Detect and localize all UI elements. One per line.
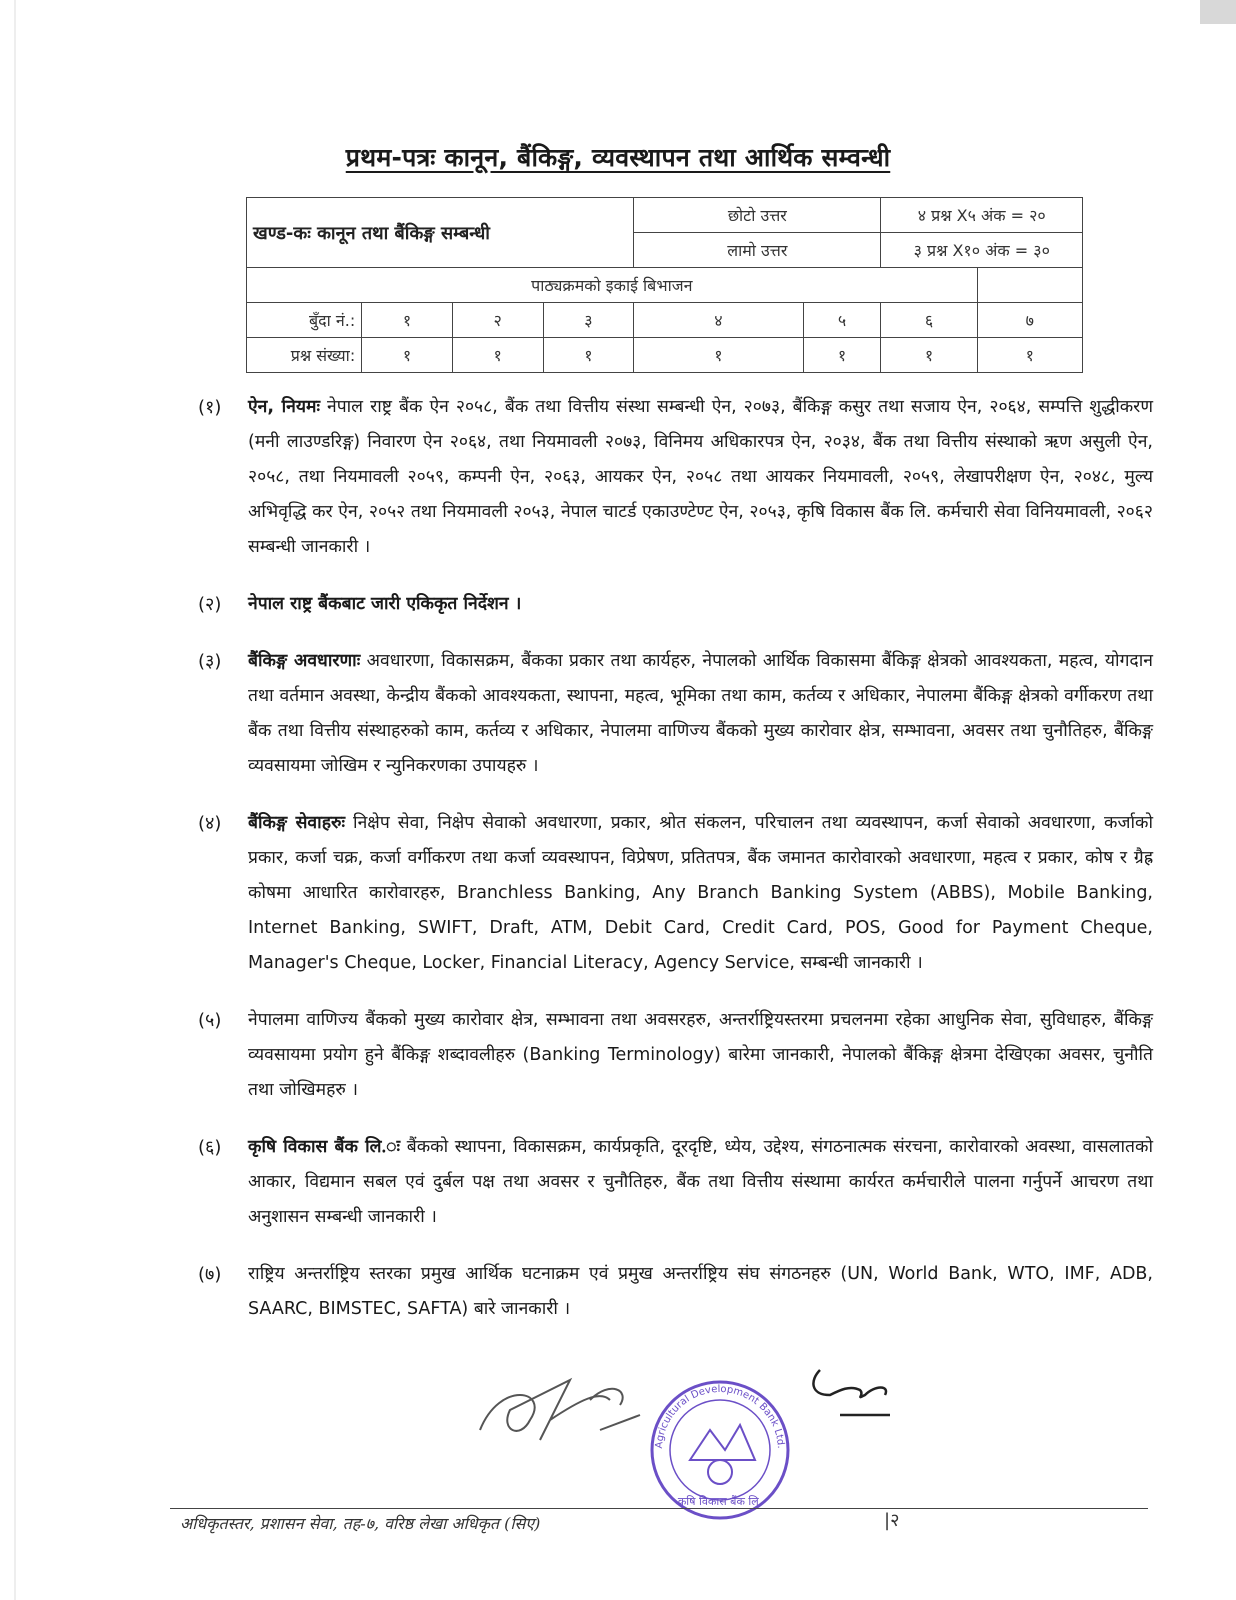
syllabus-items <box>198 390 1153 1349</box>
item-text <box>248 1003 1153 1108</box>
item-text <box>248 644 1153 784</box>
item-number: (५) <box>198 1010 222 1031</box>
item-heading: कृषि विकास बैंक लि.ः <box>248 1137 401 1157</box>
short-answer-label: छोटो उत्तर <box>634 198 881 233</box>
item-text <box>248 1257 1153 1327</box>
question-cell: १ <box>362 338 453 373</box>
question-cell: १ <box>881 338 977 373</box>
question-cell: १ <box>977 338 1082 373</box>
syllabus-item-7 <box>198 1257 1153 1327</box>
item-text <box>248 1130 1153 1235</box>
item-body: राष्ट्रिय अन्तर्राष्ट्रिय स्तरका प्रमुख आर्थिक घटनाक्रम एवं प्रमुख अन्तर्राष्ट्रिय संघ संगठनहरु (UN, World Bank, WTO, IMF, ADB, SAARC, BIMSTEC, SAFTA) बारे जानकारी । <box>248 1264 1153 1319</box>
item-body: नेपाल राष्ट्र बैंकबाट जारी एकिकृत निर्देशन । <box>248 594 522 614</box>
question-cell: १ <box>543 338 634 373</box>
signature-right <box>813 1370 890 1415</box>
point-label: बुँदा नं.: <box>247 303 362 338</box>
point-cell: ६ <box>881 303 977 338</box>
point-cell: २ <box>452 303 543 338</box>
question-cell: १ <box>452 338 543 373</box>
syllabus-item-6 <box>198 1130 1153 1235</box>
division-empty-cell <box>977 268 1082 303</box>
page-number: |२ <box>884 1510 900 1531</box>
point-cell: ७ <box>977 303 1082 338</box>
division-row <box>247 268 1083 303</box>
syllabus-table <box>246 197 1083 373</box>
points-row <box>247 303 1083 338</box>
footer-rule <box>170 1508 1148 1509</box>
item-heading: बैंकिङ्ग अवधारणाः <box>248 651 361 671</box>
question-cell: १ <box>634 338 803 373</box>
point-cell: ३ <box>543 303 634 338</box>
short-answer-marks: ४ प्रश्न X५ अंक = २० <box>881 198 1083 233</box>
syllabus-item-2 <box>198 587 1153 622</box>
signature-left <box>480 1380 640 1440</box>
signatures-and-stamp <box>460 1360 900 1520</box>
item-body: नेपाल राष्ट्र बैंक ऐन २०५८, बैंक तथा वित्तीय संस्था सम्बन्धी ऐन, २०७३, बैंकिङ्ग कसुर तथा सजाय ऐन, २०६४, सम्पत्ति शुद्धीकरण (मनी लाउण्डरिङ्ग) निवारण ऐन २०६४, तथा नियमावली २०७३, विनिमय अधिकारपत्र ऐन, २०३४, बैंक तथा वित्तीय संस्थाको ऋण असुली ऐन, २०५८, तथा नियमावली २०५९, कम्पनी ऐन, २०६३, आयकर ऐन, २०५८ तथा आयकर नियमावली, २०५९, लेखापरीक्षण ऐन, २०४८, मुल्य अभिवृद्धि कर ऐन, २०५२ तथा नियमावली २०५३, नेपाल चाटर्ड एकाउण्टेण्ट ऐन, २०५३, कृषि विकास बैंक लि. कर्मचारी सेवा विनियमावली, २०६२ सम्बन्धी जानकारी । <box>248 397 1153 557</box>
stamp-inner-text: कृषि विकास बैंक लि. <box>677 1495 763 1508</box>
item-text <box>248 390 1153 565</box>
item-body: नेपालमा वाणिज्य बैंकको मुख्य कारोवार क्षेत्र, सम्भावना तथा अवसरहरु, अन्तर्राष्ट्रियस्तरमा प्रचलनमा रहेका आधुनिक सेवा, सुविधाहरु, बैंकिङ्ग व्यवसायमा प्रयोग हुने बैंकिङ्ग शब्दावलीहरु (Banking Terminology) बारेमा जानकारी, नेपालको बैंकिङ्ग क्षेत्रमा देखिएका अवसर, चुनौति तथा जोखिमहरु । <box>248 1010 1153 1100</box>
syllabus-item-3 <box>198 644 1153 784</box>
point-cell: ४ <box>634 303 803 338</box>
item-text <box>248 806 1153 981</box>
division-heading: पाठ्यक्रमको इकाई बिभाजन <box>247 268 978 303</box>
item-number: (३) <box>198 651 222 672</box>
item-body: निक्षेप सेवा, निक्षेप सेवाको अवधारणा, प्रकार, श्रोत संकलन, परिचालन तथा व्यवस्थापन, कर्जा सेवाको अवधारणा, कर्जाको प्रकार, कर्जा चक्र, कर्जा वर्गीकरण तथा कर्जा व्यवस्थापन, विप्रेषण, प्रतितपत्र, बैंक जमानत कारोवारको अवधारणा, महत्व र प्रकार, कोष र ग्रैह्र कोषमा आधारित कारोवारहरु, Branchless Banking, Any Branch Banking System (ABBS), Mobile Banking, Internet Banking, SWIFT, Draft, ATM, Debit Card, Credit Card, POS, Good for Payment Cheque, Manager's Cheque, Locker, Financial Literacy, Agency Service, सम्बन्धी जानकारी । <box>248 813 1153 973</box>
scan-edge <box>14 0 16 1600</box>
long-answer-label: लामो उत्तर <box>634 233 881 268</box>
item-text <box>248 587 1153 622</box>
footer-text: अधिकृतस्तर, प्रशासन सेवा, तह-७, वरिष्ठ लेखा अधिकृत (सिए) <box>180 1514 541 1533</box>
item-number: (४) <box>198 813 222 834</box>
item-number: (२) <box>198 594 222 615</box>
point-cell: १ <box>362 303 453 338</box>
syllabus-item-5 <box>198 1003 1153 1108</box>
item-number: (६) <box>198 1137 222 1158</box>
question-label: प्रश्न संख्या: <box>247 338 362 373</box>
item-body: बैंकको स्थापना, विकासक्रम, कार्यप्रकृति, दूरदृष्टि, ध्येय, उद्देश्य, संगठनात्मक संरचना, कारोवारको अवस्था, वासलातको आकार, विद्यमान सबल एवं दुर्बल पक्ष तथा अवसर र चुनौतिहरु, बैंक तथा वित्तीय संस्थामा कार्यरत कर्मचारीले पालना गर्नुपर्ने आचरण तथा अनुशासन सम्बन्धी जानकारी । <box>248 1137 1153 1227</box>
syllabus-item-1 <box>198 390 1153 565</box>
questions-row <box>247 338 1083 373</box>
question-cell: १ <box>803 338 881 373</box>
stamp-outer-text: Agricultural Development Bank Ltd. <box>653 1383 786 1449</box>
point-cell: ५ <box>803 303 881 338</box>
short-answer-row <box>247 198 1083 233</box>
item-number: (७) <box>198 1264 222 1285</box>
item-heading: ऐन, नियमः <box>248 397 320 417</box>
scan-corner <box>1200 0 1236 24</box>
item-heading: बैंकिङ्ग सेवाहरुः <box>248 813 345 833</box>
syllabus-item-4 <box>198 806 1153 981</box>
item-number: (१) <box>198 397 222 418</box>
bank-stamp <box>652 1382 788 1518</box>
item-body: अवधारणा, विकासक्रम, बैंकका प्रकार तथा कार्यहरु, नेपालको आर्थिक विकासमा बैंकिङ्ग क्षेत्रको आवश्यकता, महत्व, योगदान तथा वर्तमान अवस्था, केन्द्रीय बैंकको आवश्यकता, स्थापना, महत्व, भूमिका तथा काम, कर्तव्य र अधिकार, नेपालमा बैंकिङ्ग क्षेत्रको वर्गीकरण तथा बैंक तथा वित्तीय संस्थाहरुको काम, कर्तव्य र अधिकार, नेपालमा वाणिज्य बैंकको मुख्य कारोवार क्षेत्र, सम्भावना, अवसर तथा चुनौतिहरु, बैंकिङ्ग व्यवसायमा जोखिम र न्युनिकरणका उपायहरु । <box>248 651 1153 776</box>
section-heading: खण्ड-कः कानून तथा बैंकिङ्ग सम्बन्धी <box>247 198 634 268</box>
page-title: प्रथम-पत्रः कानून, बैंकिङ्ग, व्यवस्थापन तथा आर्थिक सम्वन्धी <box>345 143 891 172</box>
page-number-value: २ <box>890 1510 900 1531</box>
long-answer-marks: ३ प्रश्न X१० अंक = ३० <box>881 233 1083 268</box>
